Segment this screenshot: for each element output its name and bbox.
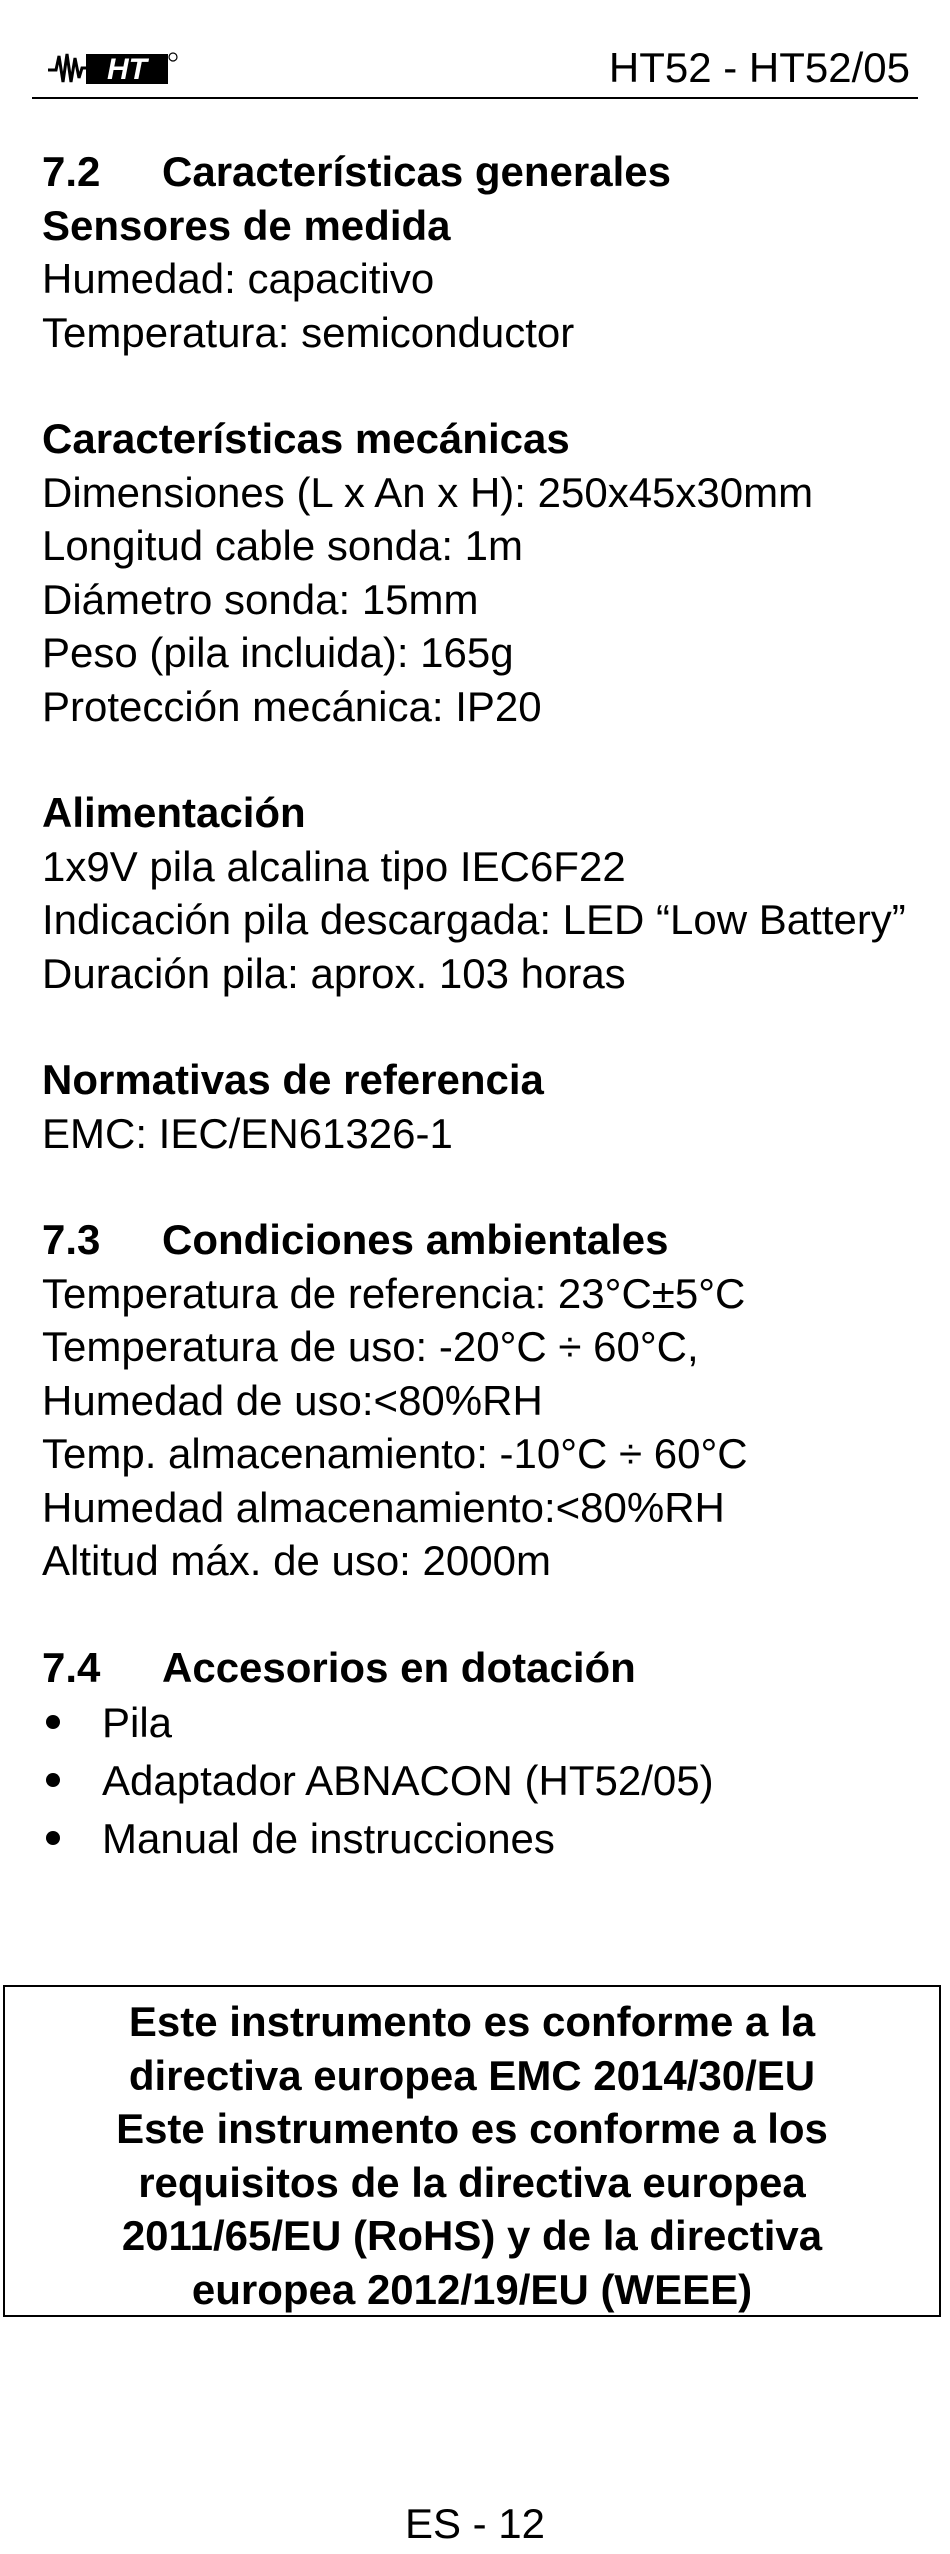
section-heading-7-2: 7.2 Características generales: [42, 148, 671, 195]
notice-line: Este instrumento es conforme a los: [116, 2105, 828, 2152]
page-header: [32, 42, 918, 99]
list-item: Pila: [42, 1694, 908, 1752]
notice-line: requisitos de la directiva europea: [138, 2158, 806, 2206]
conformity-notice-box: [3, 1985, 941, 2317]
spec-line: 1x9V pila alcalina tipo IEC6F22: [42, 842, 626, 890]
ht-logo: [46, 48, 196, 88]
document-title: HT52 - HT52/05: [608, 44, 910, 91]
spec-line: Humedad de uso:<80%RH: [42, 1376, 543, 1424]
list-item: Adaptador ABNACON (HT52/05): [42, 1752, 908, 1810]
spec-line: Temperatura de uso: -20°C ÷ 60°C,: [42, 1323, 699, 1370]
spec-line: Protección mecánica: IP20: [42, 682, 542, 730]
notice-line: directiva europea EMC 2014/30/EU: [128, 2051, 816, 2099]
spec-line: Altitud máx. de uso: 2000m: [42, 1537, 551, 1584]
bullet-icon: [46, 1715, 60, 1729]
notice-line: Este instrumento es conforme a la: [128, 1998, 816, 2045]
spec-line: Diámetro sonda: 15mm: [42, 575, 479, 623]
spec-line: EMC: IEC/EN61326-1: [42, 1109, 453, 1157]
page-number: ES - 12: [404, 2500, 546, 2547]
section-heading-7-3: 7.3 Condiciones ambientales: [42, 1216, 669, 1263]
bullet-icon: [46, 1831, 60, 1845]
list-item: Manual de instrucciones: [42, 1810, 908, 1868]
subheading-alimentacion: Alimentación: [42, 789, 306, 836]
spec-line: Duración pila: aprox. 103 horas: [42, 949, 626, 997]
spec-line: Dimensiones (L x An x H): 250x45x30mm: [42, 468, 814, 516]
logo-text: HT: [107, 53, 147, 86]
spec-line: Temp. almacenamiento: -10°C ÷ 60°C: [42, 1430, 748, 1477]
page-content: [42, 145, 908, 1868]
spec-line: Humedad: capacitivo: [42, 255, 435, 302]
subheading-mecanicas: Características mecánicas: [42, 415, 570, 462]
notice-line: europea 2012/19/EU (WEEE): [191, 2265, 753, 2313]
subheading-sensores: Sensores de medida: [42, 201, 451, 249]
spec-line: Peso (pila incluida): 165g: [42, 629, 514, 676]
subheading-normativas: Normativas de referencia: [42, 1056, 544, 1103]
notice-line: 2011/65/EU (RoHS) y de la directiva: [121, 2212, 823, 2259]
spec-line: Longitud cable sonda: 1m: [42, 522, 524, 569]
spec-line-battery-indicator: Indicación pila descargada: LED “Low Battery”: [42, 896, 906, 943]
bullet-icon: [46, 1773, 60, 1787]
spec-line: Humedad almacenamiento:<80%RH: [42, 1483, 725, 1531]
accessories-list: [42, 1694, 908, 1868]
spec-line: Temperatura: semiconductor: [42, 308, 575, 356]
section-heading-7-4: 7.4 Accesorios en dotación: [42, 1643, 636, 1691]
spec-line: Temperatura de referencia: 23°C±5°C: [42, 1269, 746, 1317]
